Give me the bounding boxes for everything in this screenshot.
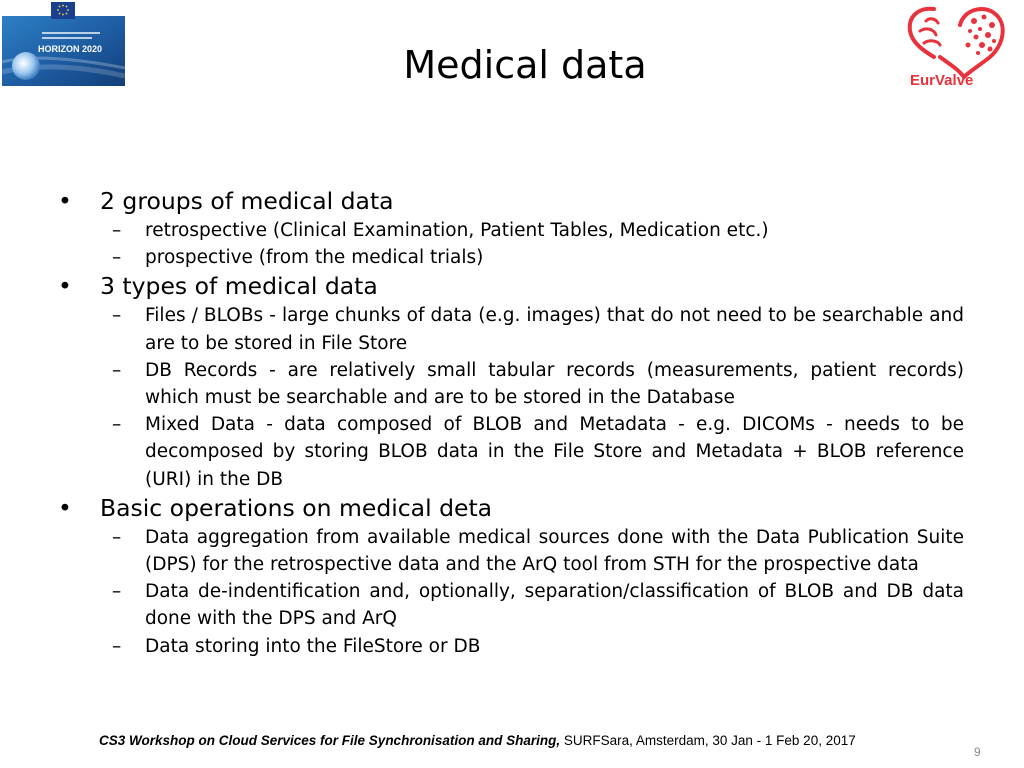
sub-bullet-text: Data storing into the FileStore or DB — [145, 635, 481, 657]
dash-icon: – — [112, 526, 122, 548]
sub-bullet-list — [100, 302, 964, 492]
dash-icon: – — [112, 414, 122, 436]
sub-bullet-item — [100, 302, 964, 356]
bullet-item — [58, 271, 964, 492]
sub-bullet-item — [100, 578, 964, 632]
sub-bullet-text: retrospective (Clinical Examination, Patient Tables, Medication etc.) — [145, 220, 769, 241]
sub-bullet-text: Files / BLOBs - large chunks of data (e.g. images) that do not need to be searchable and are to be stored in File Store — [145, 305, 964, 354]
bullet-text: 3 types of medical data — [100, 272, 378, 301]
slide-title: Medical data — [403, 43, 647, 87]
sub-bullet-list — [100, 524, 964, 660]
page-number: 9 — [974, 745, 981, 759]
bullet-icon: • — [58, 272, 72, 301]
sub-bullet-item — [100, 524, 964, 578]
dash-icon: – — [112, 220, 122, 241]
sub-bullet-list — [100, 217, 964, 271]
bullet-item — [58, 493, 964, 660]
sub-bullet-text: Data de-indentification and, optionally, separation/classification of BLOB and DB data done with the DPS and ArQ — [145, 581, 964, 630]
bullet-icon: • — [58, 187, 72, 215]
sub-bullet-text: DB Records - are relatively small tabular records (measurements, patient records) which must be searchable and are to be stored in the Database — [145, 359, 964, 409]
dash-icon: – — [112, 305, 122, 327]
bullet-text: Basic operations on medical deta — [100, 493, 493, 522]
dash-icon: – — [112, 581, 122, 603]
footer-event: CS3 Workshop on Cloud Services for File Synchronisation and Sharing, — [99, 733, 561, 748]
slide-footer — [99, 733, 856, 749]
sub-bullet-item — [100, 411, 964, 493]
sub-bullet-item — [100, 217, 964, 244]
dash-icon: – — [112, 635, 122, 657]
sub-bullet-text: prospective (from the medical trials) — [145, 247, 484, 269]
bullet-icon: • — [58, 493, 72, 522]
dash-icon: – — [112, 247, 122, 269]
bullet-list — [58, 186, 964, 660]
bullet-text: 2 groups of medical data — [100, 187, 394, 215]
footer-details: SURFSara, Amsterdam, 30 Jan - 1 Feb 20, 2017 — [563, 733, 856, 748]
sub-bullet-text: Mixed Data - data composed of BLOB and Metadata - e.g. DICOMs - needs to be decomposed by storing BLOB data in the File Store and Metadata + BLOB reference (URI) in the DB — [145, 414, 964, 490]
sub-bullet-item — [100, 633, 964, 660]
eurvalve-logo — [904, 3, 1016, 89]
sub-bullet-item — [100, 244, 964, 271]
bullet-item — [58, 186, 964, 271]
sub-bullet-text: Data aggregation from available medical sources done with the Data Publication Suite (DPS) for the retrospective data and the ArQ tool from STH for the prospective data — [145, 526, 964, 576]
eurvalve-wordmark: EurValve — [910, 72, 974, 89]
sub-bullet-item — [100, 357, 964, 411]
horizon-2020-wordmark: HORIZON 2020 — [37, 44, 103, 54]
dash-icon: – — [112, 359, 122, 381]
